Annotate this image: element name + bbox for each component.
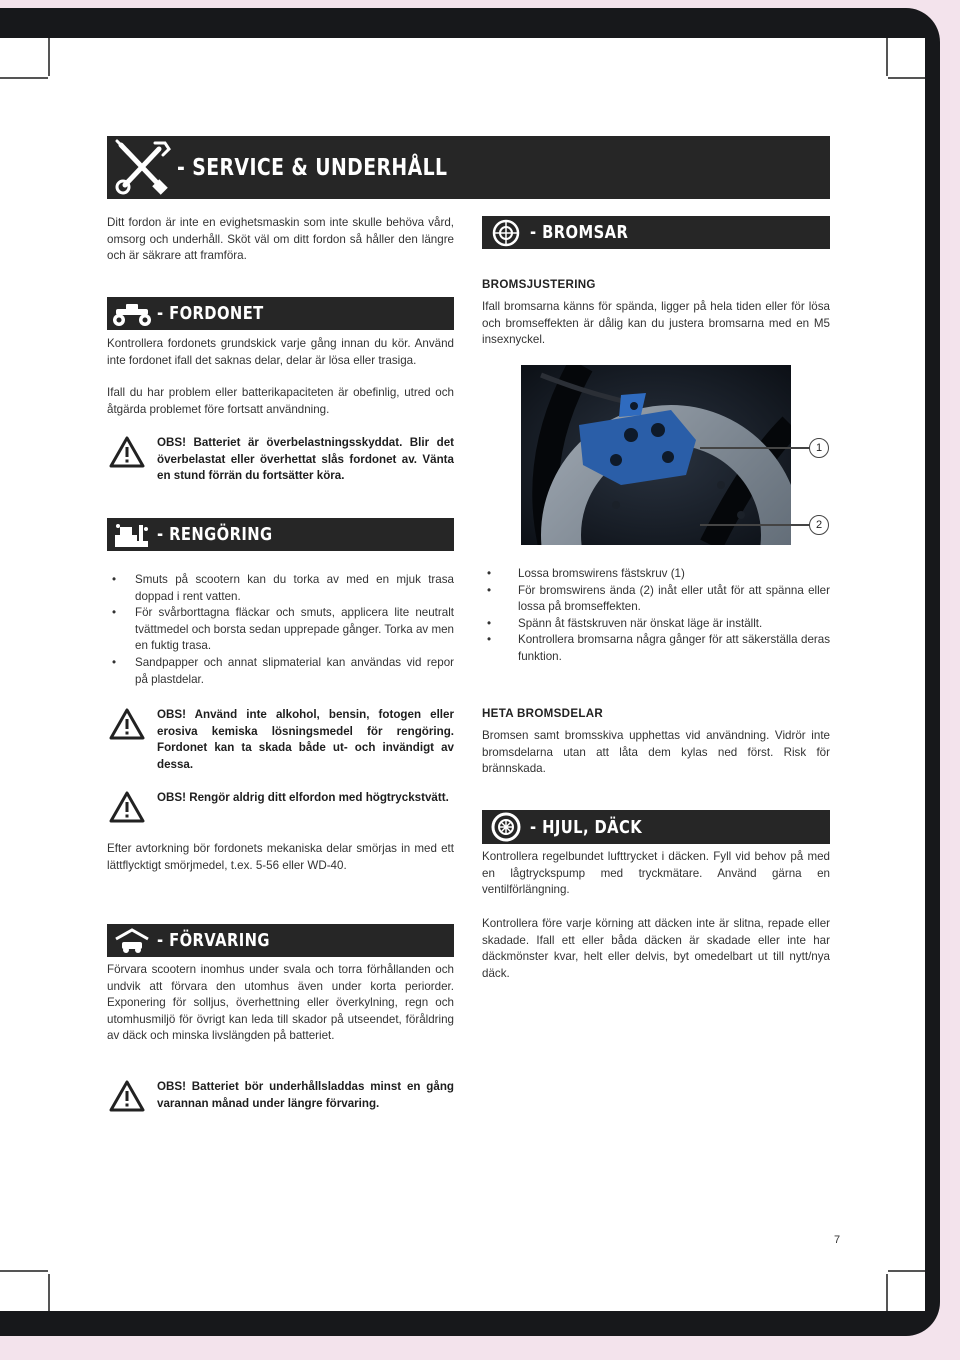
fordonet-paragraph-2: Ifall du har problem eller batterikapaciteten är obefinlig, utred och åtgärda problemet före fortsatt användning. — [107, 386, 454, 416]
forvaring-warning-text: OBS! Batteriet bör underhållsladdas minst en gång varannan månad under längre förvaring. — [157, 1080, 454, 1110]
warning-triangle-icon — [107, 1079, 147, 1113]
wheel-icon — [482, 810, 530, 844]
cleaning-icon — [107, 518, 157, 551]
atv-icon — [107, 297, 157, 330]
bromsjustering-text: Ifall bromsarna känns för spända, ligger på hela tiden eller för lösa och bromseffekten är dålig kan du justera bromsarna med en M5 insexnyckel. — [482, 300, 830, 347]
heta-bromsdelar-text: Bromsen samt bromsskiva upphettas vid användning. Vidrör inte bromsdelarna utan att låta dem kylas ned först. Risk för brännskada. — [482, 729, 830, 776]
wrench-screwdriver-icon — [107, 136, 177, 199]
hjul-text-1: Kontrollera regelbundet lufttrycket i däcken. Fyll vid behov på med en lågtryckspump med tryckmätare. Använd gärna en ventilförlängning. — [482, 850, 830, 897]
list-item: • För svårborttagna fläckar och smuts, applicera lite neutralt tvättmedel och borsta sedan upprepade gånger. Torka av men en fuktig trasa. — [107, 605, 454, 655]
service-header-banner — [107, 136, 830, 199]
rengoring-title: - RENGÖRING — [157, 524, 273, 545]
warning-triangle-icon — [107, 790, 147, 824]
fordonet-paragraph-1: Kontrollera fordonets grundskick varje gång innan du kör. Använd inte fordonet ifall det saknas delar, delar är lösa eller trasiga. — [107, 337, 454, 367]
bromsjustering-heading: BROMSJUSTERING — [482, 278, 596, 291]
hjul-banner — [482, 810, 830, 844]
crop-mark — [0, 1270, 48, 1272]
fordonet-warning — [107, 435, 454, 485]
callout-line-1 — [700, 447, 810, 449]
forvaring-banner — [107, 924, 454, 957]
list-item: • Lossa bromswirens fästskruv (1) — [482, 566, 830, 583]
callout-2: 2 — [809, 515, 829, 535]
bromsar-list — [482, 566, 830, 666]
fordonet-warning-text: OBS! Batteriet är överbelastningsskyddat. Blir det överbelastat eller överhettat slås fordonet av. Vänta en stund förrän du fortsätter köra. — [157, 436, 454, 483]
brake-caliper-photo — [521, 365, 791, 545]
forvaring-text: Förvara scootern inomhus under svala och torra förhållanden och undvik att förvara den utomhus även under korta periorder. Exponering för solljus, överhettning eller överkylning, regn och utomhusmiljö för övrigt kan leda till skador på utseendet, föråldring av däck och minska livslängden på batteriet. — [107, 963, 454, 1043]
crop-mark — [888, 77, 925, 79]
warning-triangle-icon — [107, 707, 147, 773]
page-title: - SERVICE & UNDERHÅLL — [177, 154, 448, 181]
brake-disc-icon — [482, 216, 530, 249]
rengoring-banner — [107, 518, 454, 551]
page-number: 7 — [834, 1234, 841, 1246]
hjul-title: - HJUL, DÄCK — [530, 816, 643, 838]
fordonet-title: - FORDONET — [157, 303, 264, 324]
crop-mark — [886, 1274, 888, 1311]
intro-text: Ditt fordon är inte en evighetsmaskin som inte skulle behöva vård, omsorg och underhåll. Sköt väl om ditt fordon så håller den längre och är säkrare att framföra. — [107, 216, 454, 263]
bromsar-banner — [482, 216, 830, 249]
crop-mark — [886, 38, 888, 76]
hjul-text-2: Kontrollera före varje körning att däcken inte är slitna, repade eller skadade. Ifall ett eller båda däcken är skadade eller inte har däckmönster kvar, helt eller delvis, byt omedelbart ut till nytt/nya däck. — [482, 917, 830, 980]
rengoring-after-text: Efter avtorkning bör fordonets mekaniska delar smörjas in med ett lättflycktigt smörjmedel, t.ex. 5-56 eller WD-40. — [107, 842, 454, 872]
callout-line-2 — [700, 524, 810, 526]
rengoring-list — [107, 572, 454, 688]
list-item: • Spänn åt fästskruven när önskat läge är inställt. — [482, 616, 830, 633]
crop-mark — [0, 77, 48, 79]
warning-triangle-icon — [107, 435, 147, 485]
forvaring-title: - FÖRVARING — [157, 930, 270, 951]
forvaring-warning — [107, 1079, 454, 1113]
heta-bromsdelar-heading: HETA BROMSDELAR — [482, 707, 604, 720]
bromsar-title: - BROMSAR — [530, 222, 629, 243]
rengoring-warning-2 — [107, 790, 454, 824]
rengoring-warning-1 — [107, 707, 454, 773]
crop-mark — [48, 1274, 50, 1311]
fordonet-banner — [107, 297, 454, 330]
list-item: • Kontrollera bromsarna några gånger för att säkerställa deras funktion. — [482, 632, 830, 665]
list-item: • För bromswirens ända (2) inåt eller utåt för att spänna eller lossa på bromseffekten. — [482, 583, 830, 616]
list-item: • Smuts på scootern kan du torka av med en mjuk trasa doppad i rent vatten. — [107, 572, 454, 605]
list-item: • Sandpapper och annat slipmaterial kan användas vid repor på plastdelar. — [107, 655, 454, 688]
rengoring-warning-2-text: OBS! Rengör aldrig ditt elfordon med högtryckstvätt. — [157, 791, 449, 804]
garage-icon — [107, 924, 157, 957]
crop-mark — [48, 38, 50, 76]
callout-1: 1 — [809, 438, 829, 458]
rengoring-warning-1-text: OBS! Använd inte alkohol, bensin, fotogen eller erosiva kemiska lösningsmedel för rengöring. Fordonet kan ta skada både ut- och invändigt av dessa. — [157, 708, 454, 771]
crop-mark — [888, 1270, 925, 1272]
